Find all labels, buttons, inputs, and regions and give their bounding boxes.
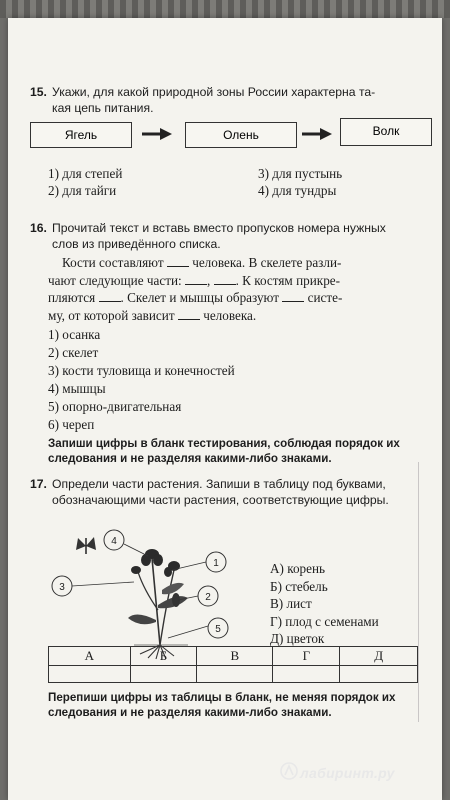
callout-label: 3 [59, 582, 65, 593]
callout-label: 4 [111, 536, 117, 547]
text-fragment: систе- [307, 290, 343, 305]
notebook-binding [0, 0, 450, 18]
answer-cell[interactable] [197, 666, 273, 683]
question-number: 15. [30, 85, 47, 99]
q15-options [48, 166, 428, 202]
q17-options [270, 560, 440, 648]
callout-label: 5 [215, 624, 221, 635]
worksheet-page [8, 18, 442, 800]
answer-blank [99, 291, 121, 302]
table-answer-row [49, 666, 418, 683]
q16-instruction [48, 436, 438, 466]
answer-option: 4) мышцы [48, 381, 106, 396]
table-header-cell: В [197, 647, 273, 666]
question-text-line: слов из приведённого списка. [52, 237, 221, 251]
callout-label: 2 [205, 592, 211, 603]
question-number: 17. [30, 477, 47, 491]
q17-instruction [48, 690, 438, 720]
callout-label: 1 [213, 558, 219, 569]
answer-cell[interactable] [340, 666, 418, 683]
text-fragment: человека. [203, 307, 257, 323]
text-fragment: . Скелет и мышцы образуют [120, 290, 279, 305]
instruction-line: следования и не разделяя какими-либо знаками. [48, 452, 332, 465]
question-text-line: Прочитай текст и вставь вместо пропусков номера нужных [52, 221, 386, 235]
question-text-line: Укажи, для какой природной зоны России характерна та- [52, 85, 376, 99]
answer-blank [185, 274, 207, 285]
text-fragment: му, от которой зависит [48, 307, 175, 323]
table-header-cell: А [49, 647, 131, 666]
answer-blank [167, 256, 189, 267]
answer-option: В) лист [270, 596, 312, 611]
answer-option: 3) для пустынь [258, 166, 343, 181]
chain-box: Ягель [30, 122, 132, 148]
instruction-line: следования и не разделяя какими-либо знаками. [48, 706, 332, 719]
text-fragment: человека. В скелете разли- [192, 255, 342, 270]
margin-line [418, 462, 419, 722]
text-fragment: Кости составляют [62, 255, 164, 270]
question-text-line: кая цепь питания. [52, 101, 154, 115]
answer-cell[interactable] [273, 666, 340, 683]
watermark: лабиринт.ру [300, 765, 395, 781]
answer-option: 6) череп [48, 417, 95, 432]
answer-option: 3) кости туловища и конечностей [48, 363, 235, 378]
answer-cell[interactable] [49, 666, 131, 683]
text-fragment: . К костям прикре- [235, 272, 341, 288]
arrow-right-icon [302, 127, 332, 141]
answer-option: Г) плод с семенами [270, 613, 379, 629]
chain-box: Волк [340, 118, 432, 146]
answer-blank [214, 274, 236, 285]
answer-option: 1) осанка [48, 327, 101, 342]
answer-option: А) корень [270, 561, 326, 576]
answer-cell[interactable] [130, 666, 197, 683]
answer-blank [178, 309, 200, 320]
answer-table [48, 646, 418, 683]
q16-options [48, 326, 428, 434]
table-header-cell: Б [130, 647, 197, 666]
food-chain [30, 122, 430, 150]
chain-box: Олень [185, 122, 297, 148]
question-number: 16. [30, 221, 47, 235]
answer-option: 2) скелет [48, 345, 99, 360]
table-header-row [49, 647, 418, 666]
answer-option: 2) для тайги [48, 183, 117, 198]
answer-blank [282, 291, 304, 302]
instruction-line: Перепиши цифры из таблицы в бланк, не меняя порядок их [48, 691, 396, 704]
answer-option: 5) опорно-двигательная [48, 399, 182, 414]
text-fragment: чают следующие части: [48, 272, 182, 288]
answer-option: Д) цветок [270, 631, 325, 646]
instruction-line: Запиши цифры в бланк тестирования, соблюдая порядок их [48, 437, 400, 450]
answer-option: 4) для тундры [258, 183, 337, 198]
question-text-line: Определи части растения. Запиши в таблицу под буквами, [52, 477, 386, 491]
answer-option: Б) стебель [270, 578, 328, 594]
answer-option: 1) для степей [48, 166, 123, 181]
text-fragment: пляются [48, 290, 96, 305]
butterfly-icon [76, 537, 96, 554]
table-header-cell: Г [273, 647, 340, 666]
arrow-right-icon [142, 127, 172, 141]
question-text-line: обозначающими части растения, соответствующие цифры. [52, 493, 389, 507]
plant-illustration [48, 510, 238, 660]
q16-fill-text: Кости составляют человека. В скелете разли- чают следующие части: , . К костям прикре- пляются . Скелет и мышцы образуют систе- му, от которой зависит человека. [48, 255, 343, 323]
table-header-cell: Д [340, 647, 418, 666]
labirint-logo-icon [280, 762, 298, 780]
